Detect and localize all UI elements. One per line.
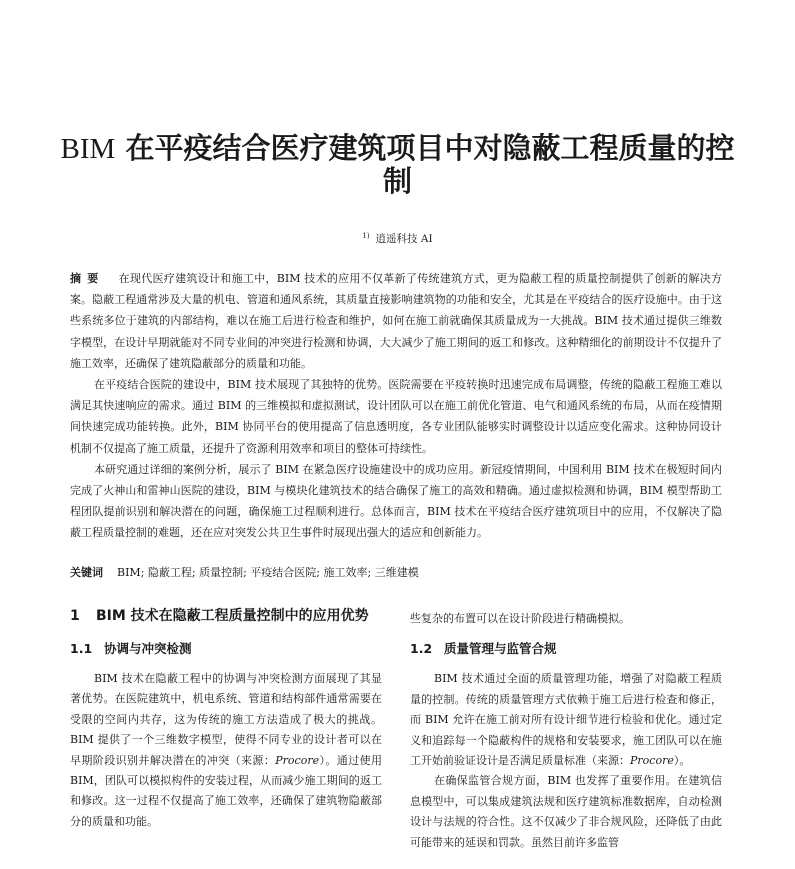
abstract-text-1: 在现代医疗建筑设计和施工中，BIM 技术的应用不仅革新了传统建筑方式，更为隐蔽工程的质量控制提供了创新的解决方案。隐蔽工程通常涉及大量的机电、管道和通风系统，其质量直接影响建筑物的功能和安全，尤其是在平疫结合的医疗设施中。由于这些系统多位于建筑的内部结构，难以在施工后进行检查和维护，如何在施工前就确保其质量成为一大挑战。BIM 技术通过提供三维数字模型，在设计早期就能对不同专业间的冲突进行检测和协调，大大减少了施工期间的返工和修改。这种精细化的前期设计不仅提升了施工效率，还确保了建筑隐蔽部分的质量和功能。 [70,272,723,370]
section-1-1-text-a: BIM 技术在隐蔽工程中的协调与冲突检测方面展现了其显著优势。在医院建筑中，机电系统、管道和结构部件通常需要在受限的空间内共存，这为传统的施工方法造成了极大的挑战。BIM 提供了一个三维数字模型，使得不同专业的设计者可以在早期阶段识别并解决潜在的冲突（来源： [70,672,382,767]
left-column [70,603,382,832]
abstract-paragraph-2: 在平疫结合医院的建设中，BIM 技术展现了其独特的优势。医院需要在平疫转换时迅速完成布局调整，传统的隐蔽工程施工难以满足其快速响应的需求。通过 BIM 的三维模拟和虚拟测试，设计团队可以在施工前优化管道、电气和通风系统的布局，从而在疫情期间快速完成功能转换。此外，BIM 协同平台的使用提高了信息透明度，各专业团队能够实时调整设计以适应变化需求。这种协同设计机制不仅提高了施工质量，还提升了资源利用效率和项目的整体可持续性。 [70,378,722,455]
paper-title [60,132,735,197]
affiliation-mark: 1) [362,232,370,240]
author-line [0,231,795,246]
citation-source: Procore [275,753,320,767]
section-1-1-number: 1.1 [70,641,93,656]
abstract [70,268,722,544]
section-1-title: BIM 技术在隐蔽工程质量控制中的应用优势 [96,608,369,624]
abstract-paragraph-3: 本研究通过详细的案例分析，展示了 BIM 在紧急医疗设施建设中的成功应用。新冠疫情期间，中国利用 BIM 技术在极短时间内完成了火神山和雷神山医院的建设，BIM 与模块化建筑技术的结合确保了施工的高效和精确。通过虚拟检测和协调，BIM 模型帮助工程团队提前识别和解决潜在的问题，确保施工过程顺利进行。总体而言，BIM 技术在平疫结合医疗建筑项目中的应用，不仅解决了隐蔽工程质量控制的难题，还在应对突发公共卫生事件时展现出强大的适应和创新能力。 [70,462,722,540]
abstract-paragraph-1 [70,268,722,374]
keywords-label: 关键词 [70,566,103,579]
section-1-2-paragraph-2: 在确保监管合规方面，BIM 也发挥了重要作用。在建筑信息模型中，可以集成建筑法规和医疗建筑标准数据库，自动检测设计与法规的符合性。这不仅减少了非合规风险，还降低了由此可能带来的延误和罚款。虽然目前许多监管 [410,774,722,849]
section-1-2-number: 1.2 [410,641,433,657]
section-1-1-text-b: ）。通过使用 BIM，团队可以模拟构件的安装过程，从而减少施工期间的返工和修改。这一过程不仅提高了施工效率，还确保了建筑物隐蔽部分的质量和功能。 [70,753,383,828]
section-1-2-title: 质量管理与监管合规 [444,641,557,657]
section-1-1-title: 协调与冲突检测 [104,641,192,656]
section-1-1-heading [70,639,382,659]
right-column [410,609,722,853]
section-1-1-paragraph-1 [70,669,382,832]
keywords-text: BIM; 隐蔽工程; 质量控制; 平疫结合医院; 施工效率; 三维建模 [117,566,419,579]
author-name: 逍遥科技 AI [375,233,433,245]
section-1-1-continuation: 些复杂的布置可以在设计阶段进行精确模拟。 [410,612,630,625]
section-1-2-paragraph-1 [410,669,722,771]
citation-source: Procore [630,754,674,768]
title-rest: 在平疫结合医疗建筑项目中对隐蔽工程质量的控制 [115,131,735,198]
abstract-label: 摘要 [70,272,105,285]
section-1-heading [70,603,382,629]
section-1-2-text-b: ）。 [673,754,691,768]
title-prefix: BIM [60,133,116,165]
section-1-number: 1 [70,608,80,624]
section-1-2-heading [410,639,722,659]
section-1-2-text-a: BIM 技术通过全面的质量管理功能，增强了对隐蔽工程质量的控制。传统的质量管理方式依赖于施工后进行检查和修正，而 BIM 允许在施工前对所有设计细节进行检验和优化。通过定义和追踪每一个隐蔽构件的规格和安装要求，施工团队可以在施工开始前验证设计是否满足质量标准（来源： [410,672,722,768]
keywords [70,563,722,583]
